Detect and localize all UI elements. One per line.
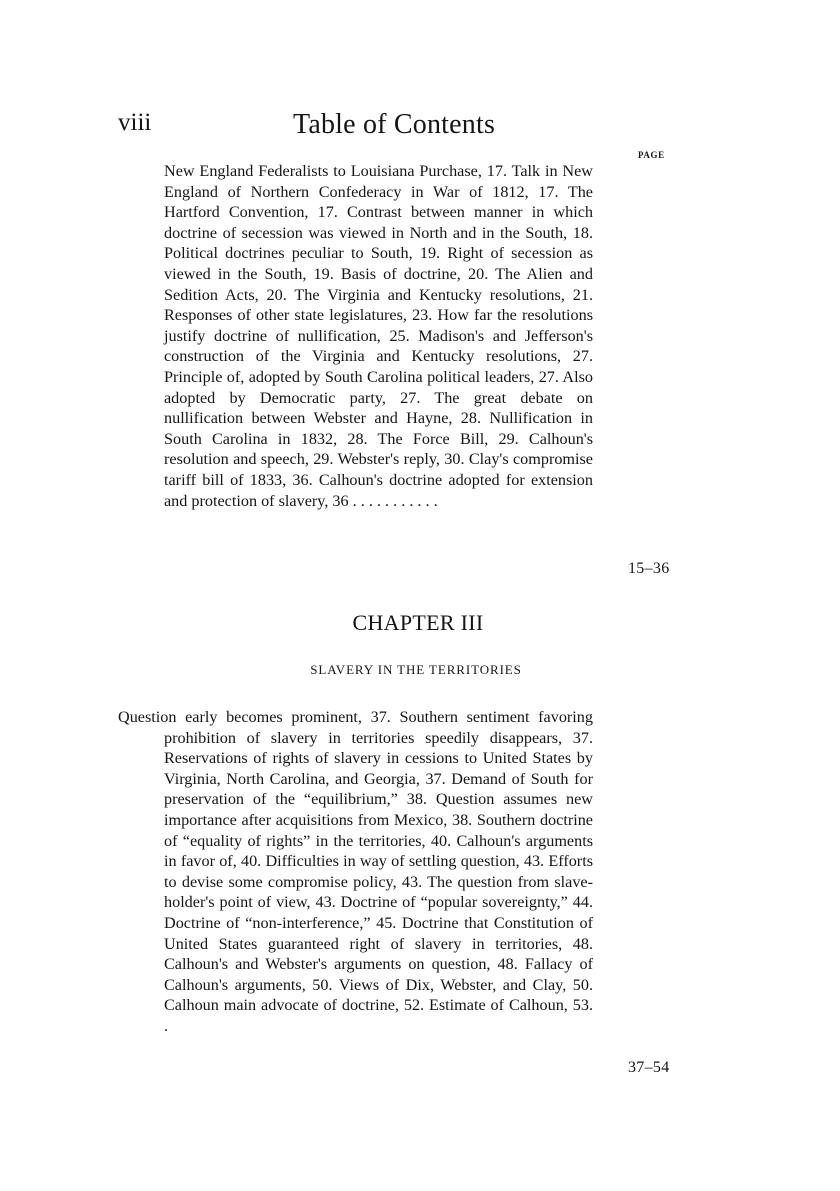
page-number: viii [118, 109, 152, 136]
page-range: 37–54 [628, 1059, 670, 1076]
page-range: 15–36 [628, 560, 670, 577]
chapter-number: CHAPTER III [352, 610, 484, 635]
page-column-label: PAGE [638, 150, 665, 160]
entry-text: New England Federalists to Louisiana Purchase, 17. Talk in New England of Northern Confederacy in War of 1812, 17. The Hartford Convention, 17. Contrast between manner in which doctrine of secession was viewed in North and in the South, 18. Political doctrines peculiar to South, 19. Right of secession as viewed in the South, 19. Basis of doctrine, 20. The Alien and Sedition Acts, 20. The Virginia and Kentucky resolutions, 21. Responses of other state legislatures, 23. How far the resolutions justify doctrine of nullification, 25. Madison's and Jefferson's construction of the Virginia and Kentucky resolutions, 27. Principle of, adopted by South Carolina political leaders, 27. Also adopted by Democratic party, 27. The great debate on nullification between Webster and Hayne, 28. Nullification in South Carolina in 1832, 28. The Force Bill, 29. Calhoun's resolution and speech, 29. Webster's reply, 30. Clay's compromise tariff bill of 1833, 36. Calhoun's doctrine adopted for extension and protection of slavery, 36 [164, 162, 593, 510]
chapter-heading [0, 610, 840, 636]
running-head: Table of Contents [293, 109, 496, 140]
dot-leader: . . . . . . . . . . . [348, 491, 438, 510]
chapter-title [0, 662, 840, 678]
chapter-title-text: SLAVERY IN THE TERRITORIES [310, 662, 522, 677]
dot-leader: . [164, 1016, 169, 1035]
contents-entry-chapter-2-summary [164, 161, 597, 511]
contents-entry-chapter-3-summary [118, 707, 593, 1037]
entry-text: Question early becomes prominent, 37. Southern sentiment favoring prohibition of slavery in territories speedily disappears, 37. Reservations of rights of slavery in cessions to United States by Virginia, North Carolina, and Georgia, 37. Demand of South for preservation of the “equilibrium,” 38. Question assumes new importance after acquisitions from Mexico, 38. Southern doctrine of “equality of rights” in the territories, 40. Calhoun's arguments in favor of, 40. Difficulties in way of settling question, 43. Efforts to devise some compromise policy, 43. The question from slave-holder's point of view, 43. Doctrine of “popular sovereignty,” 44. Doctrine of “non-interference,” 45. Doctrine that Constitution of United States guaranteed right of slavery in territories, 48. Calhoun's and Webster's arguments on question, 48. Fallacy of Calhoun's arguments, 50. Views of Dix, Webster, and Clay, 50. Calhoun main advocate of doctrine, 52. Estimate of Calhoun, 53. [118, 708, 593, 1015]
